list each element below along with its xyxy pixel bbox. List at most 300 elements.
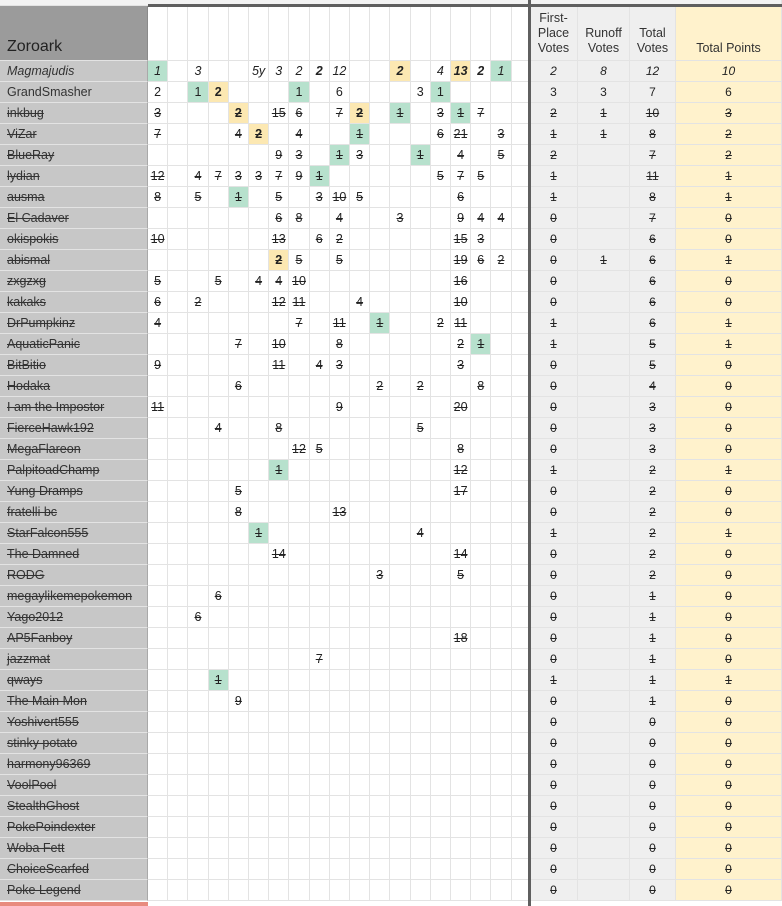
voter-name[interactable]: ViZar bbox=[0, 124, 148, 145]
vote-cell[interactable] bbox=[310, 565, 330, 586]
vote-column-header[interactable] bbox=[289, 6, 309, 61]
vote-cell[interactable] bbox=[431, 187, 451, 208]
vote-cell[interactable] bbox=[188, 397, 208, 418]
vote-cell[interactable] bbox=[188, 775, 208, 796]
vote-cell[interactable]: 7 bbox=[330, 103, 350, 124]
first-place-votes-cell[interactable]: 0 bbox=[530, 733, 578, 754]
vote-cell[interactable] bbox=[370, 103, 390, 124]
vote-cell[interactable] bbox=[229, 754, 249, 775]
vote-cell[interactable] bbox=[148, 649, 168, 670]
vote-cell[interactable] bbox=[411, 397, 431, 418]
vote-cell[interactable] bbox=[370, 250, 390, 271]
vote-cell[interactable] bbox=[471, 733, 491, 754]
vote-cell[interactable] bbox=[330, 859, 350, 880]
vote-cell[interactable] bbox=[229, 439, 249, 460]
vote-cell[interactable] bbox=[249, 754, 269, 775]
vote-cell[interactable] bbox=[370, 733, 390, 754]
vote-cell[interactable]: 1 bbox=[370, 313, 390, 334]
vote-cell[interactable] bbox=[330, 649, 350, 670]
vote-cell[interactable] bbox=[350, 691, 370, 712]
vote-cell[interactable]: 21 bbox=[451, 124, 471, 145]
vote-cell[interactable] bbox=[249, 376, 269, 397]
vote-cell[interactable]: 4 bbox=[411, 523, 431, 544]
vote-cell[interactable] bbox=[370, 355, 390, 376]
total-votes-cell[interactable]: 6 bbox=[630, 313, 676, 334]
vote-cell[interactable] bbox=[350, 649, 370, 670]
vote-cell[interactable] bbox=[249, 628, 269, 649]
vote-cell[interactable] bbox=[411, 61, 431, 82]
vote-cell[interactable] bbox=[310, 544, 330, 565]
total-votes-cell[interactable]: 1 bbox=[630, 607, 676, 628]
vote-cell[interactable] bbox=[289, 670, 309, 691]
vote-cell[interactable] bbox=[188, 334, 208, 355]
vote-cell[interactable] bbox=[229, 712, 249, 733]
vote-cell[interactable] bbox=[188, 670, 208, 691]
vote-cell[interactable] bbox=[431, 334, 451, 355]
first-place-votes-cell[interactable]: 0 bbox=[530, 544, 578, 565]
vote-cell[interactable] bbox=[269, 859, 289, 880]
vote-cell[interactable] bbox=[411, 481, 431, 502]
vote-cell[interactable] bbox=[370, 670, 390, 691]
vote-cell[interactable] bbox=[431, 712, 451, 733]
total-votes-cell[interactable]: 2 bbox=[630, 565, 676, 586]
vote-cell[interactable] bbox=[168, 565, 188, 586]
vote-cell[interactable] bbox=[249, 502, 269, 523]
vote-cell[interactable] bbox=[350, 355, 370, 376]
vote-cell[interactable] bbox=[310, 208, 330, 229]
vote-cell[interactable] bbox=[390, 460, 410, 481]
vote-cell[interactable] bbox=[471, 817, 491, 838]
vote-cell[interactable] bbox=[411, 502, 431, 523]
total-votes-cell[interactable]: 6 bbox=[630, 292, 676, 313]
vote-cell[interactable] bbox=[229, 229, 249, 250]
vote-cell[interactable]: 11 bbox=[148, 397, 168, 418]
vote-cell[interactable] bbox=[168, 145, 188, 166]
vote-cell[interactable] bbox=[249, 775, 269, 796]
runoff-votes-cell[interactable] bbox=[578, 502, 630, 523]
vote-cell[interactable] bbox=[330, 670, 350, 691]
vote-cell[interactable] bbox=[431, 754, 451, 775]
vote-cell[interactable] bbox=[310, 502, 330, 523]
vote-cell[interactable] bbox=[471, 292, 491, 313]
vote-cell[interactable] bbox=[370, 628, 390, 649]
vote-cell[interactable] bbox=[431, 649, 451, 670]
vote-cell[interactable] bbox=[148, 838, 168, 859]
vote-cell[interactable] bbox=[491, 775, 511, 796]
first-place-votes-cell[interactable]: 1 bbox=[530, 166, 578, 187]
vote-cell[interactable] bbox=[289, 817, 309, 838]
vote-cell[interactable] bbox=[168, 292, 188, 313]
vote-cell[interactable] bbox=[491, 586, 511, 607]
vote-cell[interactable] bbox=[289, 712, 309, 733]
vote-cell[interactable] bbox=[491, 418, 511, 439]
first-place-votes-cell[interactable]: 0 bbox=[530, 418, 578, 439]
vote-cell[interactable] bbox=[350, 796, 370, 817]
vote-cell[interactable]: 13 bbox=[330, 502, 350, 523]
first-place-votes-cell[interactable]: 3 bbox=[530, 82, 578, 103]
total-votes-cell[interactable]: 0 bbox=[630, 712, 676, 733]
vote-cell[interactable] bbox=[431, 796, 451, 817]
voter-name[interactable]: AquaticPanic bbox=[0, 334, 148, 355]
total-votes-cell[interactable]: 3 bbox=[630, 418, 676, 439]
vote-cell[interactable] bbox=[390, 712, 410, 733]
vote-cell[interactable]: 3 bbox=[289, 145, 309, 166]
vote-cell[interactable] bbox=[491, 460, 511, 481]
vote-cell[interactable] bbox=[269, 796, 289, 817]
vote-cell[interactable] bbox=[350, 733, 370, 754]
vote-cell[interactable] bbox=[411, 775, 431, 796]
vote-cell[interactable] bbox=[229, 292, 249, 313]
vote-cell[interactable] bbox=[209, 691, 229, 712]
vote-cell[interactable] bbox=[411, 229, 431, 250]
vote-cell[interactable]: 5 bbox=[431, 166, 451, 187]
vote-cell[interactable]: 3 bbox=[390, 208, 410, 229]
vote-cell[interactable] bbox=[431, 859, 451, 880]
voter-name[interactable]: abismal bbox=[0, 250, 148, 271]
vote-cell[interactable] bbox=[491, 229, 511, 250]
total-points-cell[interactable]: 0 bbox=[676, 880, 782, 901]
total-votes-cell[interactable]: 10 bbox=[630, 103, 676, 124]
total-votes-cell[interactable]: 0 bbox=[630, 817, 676, 838]
vote-cell[interactable] bbox=[411, 124, 431, 145]
vote-cell[interactable] bbox=[350, 859, 370, 880]
vote-cell[interactable] bbox=[431, 292, 451, 313]
vote-cell[interactable] bbox=[491, 481, 511, 502]
vote-cell[interactable] bbox=[168, 313, 188, 334]
vote-cell[interactable] bbox=[269, 502, 289, 523]
total-points-cell[interactable]: 0 bbox=[676, 355, 782, 376]
total-votes-cell[interactable]: 7 bbox=[630, 145, 676, 166]
vote-cell[interactable] bbox=[451, 733, 471, 754]
vote-cell[interactable] bbox=[390, 355, 410, 376]
vote-cell[interactable]: 18 bbox=[451, 628, 471, 649]
vote-cell[interactable] bbox=[148, 775, 168, 796]
vote-cell[interactable] bbox=[471, 670, 491, 691]
vote-cell[interactable] bbox=[390, 397, 410, 418]
vote-cell[interactable] bbox=[431, 586, 451, 607]
vote-cell[interactable] bbox=[471, 691, 491, 712]
vote-cell[interactable] bbox=[289, 859, 309, 880]
vote-cell[interactable] bbox=[370, 229, 390, 250]
vote-cell[interactable] bbox=[229, 817, 249, 838]
first-place-votes-cell[interactable]: 0 bbox=[530, 502, 578, 523]
vote-cell[interactable]: 8 bbox=[229, 502, 249, 523]
runoff-votes-cell[interactable]: 1 bbox=[578, 103, 630, 124]
vote-cell[interactable] bbox=[229, 565, 249, 586]
first-place-votes-cell[interactable]: 0 bbox=[530, 229, 578, 250]
vote-column-header[interactable] bbox=[209, 6, 229, 61]
vote-cell[interactable] bbox=[330, 523, 350, 544]
vote-cell[interactable]: 7 bbox=[269, 166, 289, 187]
vote-cell[interactable]: 2 bbox=[431, 313, 451, 334]
vote-cell[interactable] bbox=[310, 691, 330, 712]
vote-cell[interactable] bbox=[390, 481, 410, 502]
vote-cell[interactable]: 3 bbox=[310, 187, 330, 208]
vote-cell[interactable] bbox=[471, 481, 491, 502]
voter-name[interactable]: Magmajudis bbox=[0, 61, 148, 82]
first-place-votes-cell[interactable]: 0 bbox=[530, 775, 578, 796]
vote-cell[interactable]: 4 bbox=[249, 271, 269, 292]
vote-cell[interactable] bbox=[289, 355, 309, 376]
vote-cell[interactable] bbox=[330, 439, 350, 460]
vote-cell[interactable]: 1 bbox=[209, 670, 229, 691]
total-points-cell[interactable]: 2 bbox=[676, 145, 782, 166]
vote-cell[interactable] bbox=[411, 355, 431, 376]
vote-cell[interactable] bbox=[188, 565, 208, 586]
vote-cell[interactable] bbox=[390, 817, 410, 838]
vote-cell[interactable] bbox=[229, 271, 249, 292]
vote-cell[interactable] bbox=[209, 292, 229, 313]
vote-cell[interactable] bbox=[209, 838, 229, 859]
total-points-cell[interactable]: 0 bbox=[676, 733, 782, 754]
total-votes-cell[interactable]: 2 bbox=[630, 481, 676, 502]
vote-cell[interactable]: 1 bbox=[310, 166, 330, 187]
vote-cell[interactable]: 9 bbox=[229, 691, 249, 712]
vote-cell[interactable]: 14 bbox=[269, 544, 289, 565]
vote-cell[interactable] bbox=[471, 586, 491, 607]
vote-cell[interactable] bbox=[350, 481, 370, 502]
vote-cell[interactable] bbox=[330, 880, 350, 901]
total-points-cell[interactable]: 0 bbox=[676, 607, 782, 628]
vote-cell[interactable] bbox=[350, 397, 370, 418]
vote-cell[interactable] bbox=[451, 775, 471, 796]
vote-cell[interactable] bbox=[209, 817, 229, 838]
vote-cell[interactable]: 1 bbox=[411, 145, 431, 166]
vote-cell[interactable] bbox=[289, 754, 309, 775]
vote-cell[interactable]: 12 bbox=[269, 292, 289, 313]
vote-cell[interactable] bbox=[168, 586, 188, 607]
total-points-cell[interactable]: 0 bbox=[676, 439, 782, 460]
vote-cell[interactable] bbox=[269, 670, 289, 691]
vote-cell[interactable] bbox=[209, 628, 229, 649]
vote-cell[interactable] bbox=[370, 880, 390, 901]
vote-cell[interactable] bbox=[390, 691, 410, 712]
vote-cell[interactable]: 13 bbox=[269, 229, 289, 250]
vote-cell[interactable]: 5 bbox=[451, 565, 471, 586]
first-place-votes-cell[interactable]: 0 bbox=[530, 397, 578, 418]
vote-cell[interactable]: 7 bbox=[289, 313, 309, 334]
runoff-votes-cell[interactable] bbox=[578, 733, 630, 754]
vote-cell[interactable] bbox=[491, 502, 511, 523]
vote-cell[interactable] bbox=[491, 670, 511, 691]
vote-cell[interactable] bbox=[370, 61, 390, 82]
vote-cell[interactable] bbox=[350, 817, 370, 838]
runoff-votes-cell[interactable] bbox=[578, 565, 630, 586]
vote-cell[interactable] bbox=[471, 418, 491, 439]
total-points-cell[interactable]: 0 bbox=[676, 376, 782, 397]
vote-cell[interactable] bbox=[411, 859, 431, 880]
vote-cell[interactable] bbox=[289, 334, 309, 355]
voter-name[interactable]: BlueRay bbox=[0, 145, 148, 166]
total-votes-cell[interactable]: 1 bbox=[630, 628, 676, 649]
vote-cell[interactable] bbox=[370, 187, 390, 208]
vote-cell[interactable] bbox=[431, 691, 451, 712]
vote-cell[interactable]: 4 bbox=[289, 124, 309, 145]
vote-cell[interactable] bbox=[370, 397, 390, 418]
vote-cell[interactable]: 15 bbox=[269, 103, 289, 124]
total-votes-cell[interactable]: 0 bbox=[630, 796, 676, 817]
vote-cell[interactable] bbox=[209, 61, 229, 82]
vote-cell[interactable]: 13 bbox=[451, 61, 471, 82]
vote-cell[interactable] bbox=[411, 712, 431, 733]
first-place-votes-cell[interactable]: 0 bbox=[530, 565, 578, 586]
vote-cell[interactable]: 3 bbox=[431, 103, 451, 124]
vote-cell[interactable] bbox=[471, 502, 491, 523]
first-place-votes-cell[interactable]: 0 bbox=[530, 754, 578, 775]
vote-cell[interactable]: 5 bbox=[411, 418, 431, 439]
vote-cell[interactable] bbox=[249, 649, 269, 670]
vote-cell[interactable] bbox=[330, 166, 350, 187]
vote-cell[interactable] bbox=[168, 712, 188, 733]
vote-cell[interactable] bbox=[229, 208, 249, 229]
vote-cell[interactable] bbox=[411, 586, 431, 607]
vote-cell[interactable] bbox=[209, 355, 229, 376]
vote-cell[interactable] bbox=[209, 523, 229, 544]
vote-cell[interactable] bbox=[289, 187, 309, 208]
vote-cell[interactable] bbox=[168, 124, 188, 145]
first-place-votes-cell[interactable]: 0 bbox=[530, 586, 578, 607]
runoff-votes-cell[interactable] bbox=[578, 754, 630, 775]
voter-name[interactable]: PalpitoadChamp bbox=[0, 460, 148, 481]
vote-cell[interactable] bbox=[209, 313, 229, 334]
vote-cell[interactable] bbox=[411, 166, 431, 187]
vote-cell[interactable] bbox=[370, 502, 390, 523]
vote-cell[interactable] bbox=[168, 817, 188, 838]
vote-cell[interactable] bbox=[491, 376, 511, 397]
vote-cell[interactable] bbox=[249, 670, 269, 691]
vote-cell[interactable]: 4 bbox=[188, 166, 208, 187]
vote-cell[interactable] bbox=[370, 82, 390, 103]
vote-cell[interactable]: 17 bbox=[451, 481, 471, 502]
vote-cell[interactable] bbox=[491, 859, 511, 880]
vote-cell[interactable] bbox=[249, 859, 269, 880]
vote-cell[interactable] bbox=[411, 334, 431, 355]
vote-cell[interactable] bbox=[370, 838, 390, 859]
runoff-votes-cell[interactable] bbox=[578, 544, 630, 565]
vote-cell[interactable] bbox=[491, 880, 511, 901]
vote-cell[interactable] bbox=[249, 460, 269, 481]
vote-cell[interactable] bbox=[209, 376, 229, 397]
vote-cell[interactable] bbox=[188, 271, 208, 292]
vote-cell[interactable] bbox=[269, 691, 289, 712]
vote-cell[interactable] bbox=[249, 187, 269, 208]
vote-cell[interactable]: 1 bbox=[188, 82, 208, 103]
vote-cell[interactable]: 5 bbox=[330, 250, 350, 271]
vote-cell[interactable] bbox=[168, 460, 188, 481]
vote-cell[interactable] bbox=[471, 313, 491, 334]
vote-cell[interactable] bbox=[168, 628, 188, 649]
voter-name[interactable]: VoolPool bbox=[0, 775, 148, 796]
vote-cell[interactable] bbox=[148, 439, 168, 460]
vote-cell[interactable] bbox=[431, 523, 451, 544]
vote-cell[interactable] bbox=[350, 166, 370, 187]
vote-cell[interactable] bbox=[289, 481, 309, 502]
vote-cell[interactable] bbox=[370, 817, 390, 838]
vote-cell[interactable] bbox=[431, 733, 451, 754]
vote-cell[interactable] bbox=[209, 796, 229, 817]
vote-cell[interactable] bbox=[350, 82, 370, 103]
runoff-votes-cell[interactable] bbox=[578, 292, 630, 313]
total-points-cell[interactable]: 1 bbox=[676, 334, 782, 355]
vote-cell[interactable] bbox=[390, 859, 410, 880]
vote-cell[interactable] bbox=[471, 124, 491, 145]
vote-cell[interactable] bbox=[491, 796, 511, 817]
vote-column-header[interactable] bbox=[451, 6, 471, 61]
vote-cell[interactable] bbox=[148, 502, 168, 523]
vote-cell[interactable] bbox=[411, 691, 431, 712]
vote-cell[interactable]: 5 bbox=[269, 187, 289, 208]
vote-cell[interactable] bbox=[350, 628, 370, 649]
vote-cell[interactable] bbox=[350, 229, 370, 250]
vote-cell[interactable] bbox=[330, 838, 350, 859]
vote-cell[interactable] bbox=[330, 754, 350, 775]
total-votes-cell[interactable]: 12 bbox=[630, 61, 676, 82]
vote-cell[interactable] bbox=[148, 880, 168, 901]
vote-cell[interactable]: 10 bbox=[148, 229, 168, 250]
vote-cell[interactable] bbox=[451, 796, 471, 817]
vote-cell[interactable] bbox=[269, 628, 289, 649]
vote-cell[interactable] bbox=[269, 880, 289, 901]
vote-cell[interactable] bbox=[310, 481, 330, 502]
vote-cell[interactable] bbox=[451, 817, 471, 838]
vote-cell[interactable]: 3 bbox=[269, 61, 289, 82]
total-votes-cell[interactable]: 2 bbox=[630, 502, 676, 523]
vote-cell[interactable] bbox=[188, 502, 208, 523]
vote-cell[interactable] bbox=[390, 313, 410, 334]
vote-cell[interactable] bbox=[269, 817, 289, 838]
total-votes-cell[interactable]: 3 bbox=[630, 397, 676, 418]
vote-cell[interactable] bbox=[249, 313, 269, 334]
total-votes-cell[interactable]: 0 bbox=[630, 838, 676, 859]
vote-cell[interactable] bbox=[188, 145, 208, 166]
total-points-cell[interactable]: 0 bbox=[676, 712, 782, 733]
total-votes-cell[interactable]: 1 bbox=[630, 649, 676, 670]
vote-cell[interactable]: 5 bbox=[471, 166, 491, 187]
vote-cell[interactable] bbox=[188, 313, 208, 334]
runoff-votes-cell[interactable] bbox=[578, 817, 630, 838]
vote-cell[interactable] bbox=[168, 523, 188, 544]
vote-cell[interactable] bbox=[209, 607, 229, 628]
vote-cell[interactable] bbox=[229, 649, 249, 670]
vote-cell[interactable] bbox=[148, 691, 168, 712]
vote-cell[interactable] bbox=[431, 481, 451, 502]
vote-cell[interactable] bbox=[350, 754, 370, 775]
vote-cell[interactable] bbox=[491, 82, 511, 103]
vote-cell[interactable] bbox=[249, 292, 269, 313]
vote-cell[interactable] bbox=[431, 565, 451, 586]
vote-cell[interactable] bbox=[491, 355, 511, 376]
vote-cell[interactable] bbox=[148, 859, 168, 880]
total-votes-header[interactable]: Total Votes bbox=[630, 6, 676, 61]
total-votes-cell[interactable]: 8 bbox=[630, 187, 676, 208]
vote-cell[interactable] bbox=[390, 439, 410, 460]
vote-cell[interactable] bbox=[249, 586, 269, 607]
vote-cell[interactable]: 5 bbox=[188, 187, 208, 208]
vote-cell[interactable] bbox=[411, 187, 431, 208]
vote-cell[interactable] bbox=[289, 649, 309, 670]
vote-cell[interactable] bbox=[209, 145, 229, 166]
first-place-votes-cell[interactable]: 0 bbox=[530, 292, 578, 313]
vote-cell[interactable] bbox=[269, 754, 289, 775]
total-points-cell[interactable]: 0 bbox=[676, 586, 782, 607]
total-votes-cell[interactable]: 11 bbox=[630, 166, 676, 187]
vote-cell[interactable]: 3 bbox=[411, 82, 431, 103]
total-points-cell[interactable]: 0 bbox=[676, 754, 782, 775]
vote-cell[interactable] bbox=[471, 544, 491, 565]
vote-cell[interactable] bbox=[471, 628, 491, 649]
vote-cell[interactable] bbox=[310, 145, 330, 166]
vote-cell[interactable] bbox=[411, 628, 431, 649]
